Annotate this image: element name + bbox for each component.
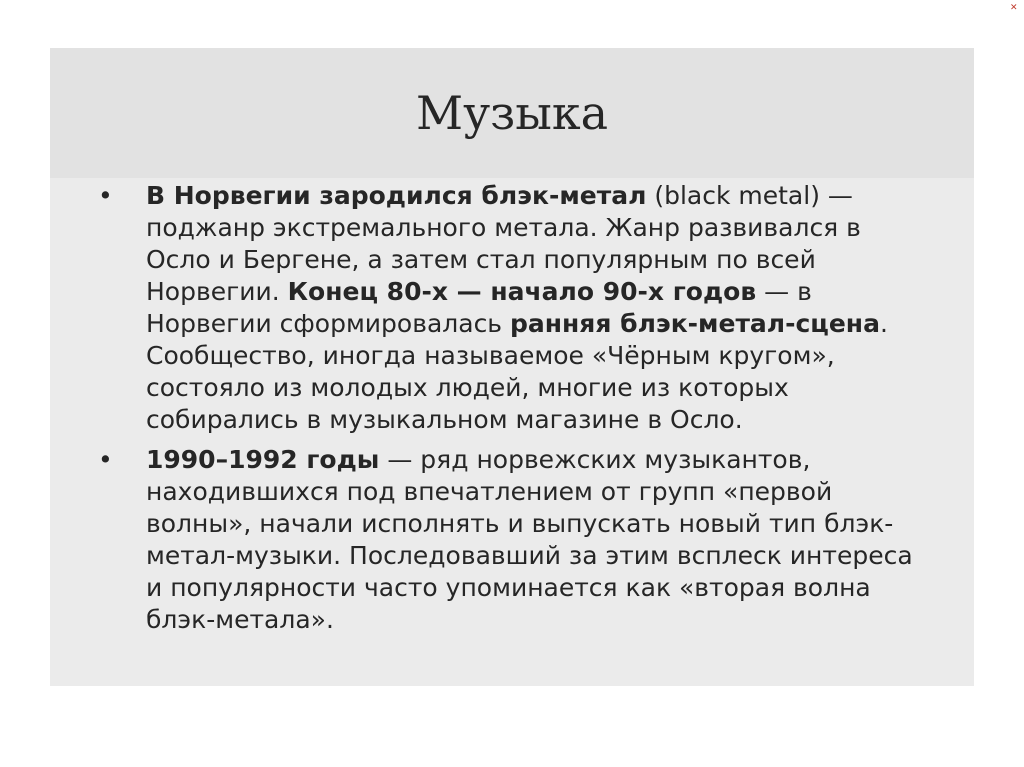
text: — ряд норвежских музыкантов, находившихся под впечатлением от групп «первой волны», начали исполнять и выпускать новый тип блэк-метал-музыки. Последовавший за этим всплеск интереса и популярности часто упоминается как «вторая волна блэк-метала». <box>146 445 913 634</box>
bullet-text <box>146 445 913 634</box>
bold-text: Конец 80-х — начало 90-х годов <box>287 277 757 306</box>
text: — в Норвегии сформировалась <box>146 277 812 338</box>
bold-text: В Норвегии зародился блэк-метал <box>146 181 647 210</box>
list-item <box>98 180 928 436</box>
close-icon[interactable]: ✕ <box>1010 3 1018 13</box>
slide <box>50 48 974 686</box>
bold-text: ранняя блэк-метал-сцена <box>510 309 880 338</box>
text: (black metal) — поджанр экстремального метала. Жанр развивался в Осло и Бергене, а затем стал популярным по всей Норвегии. <box>146 181 861 306</box>
title-bar <box>50 48 974 178</box>
list-item <box>98 444 928 636</box>
bold-text: 1990–1992 годы <box>146 445 380 474</box>
page-title: Музыка <box>415 86 609 140</box>
bullet-text <box>146 181 888 434</box>
text: . Сообщество, иногда называемое «Чёрным кругом», состояло из молодых людей, многие из которых собирались в музыкальном магазине в Осло. <box>146 309 888 434</box>
slide-content <box>98 180 928 644</box>
bullet-icon: • <box>98 445 113 474</box>
bullet-icon: • <box>98 181 113 210</box>
